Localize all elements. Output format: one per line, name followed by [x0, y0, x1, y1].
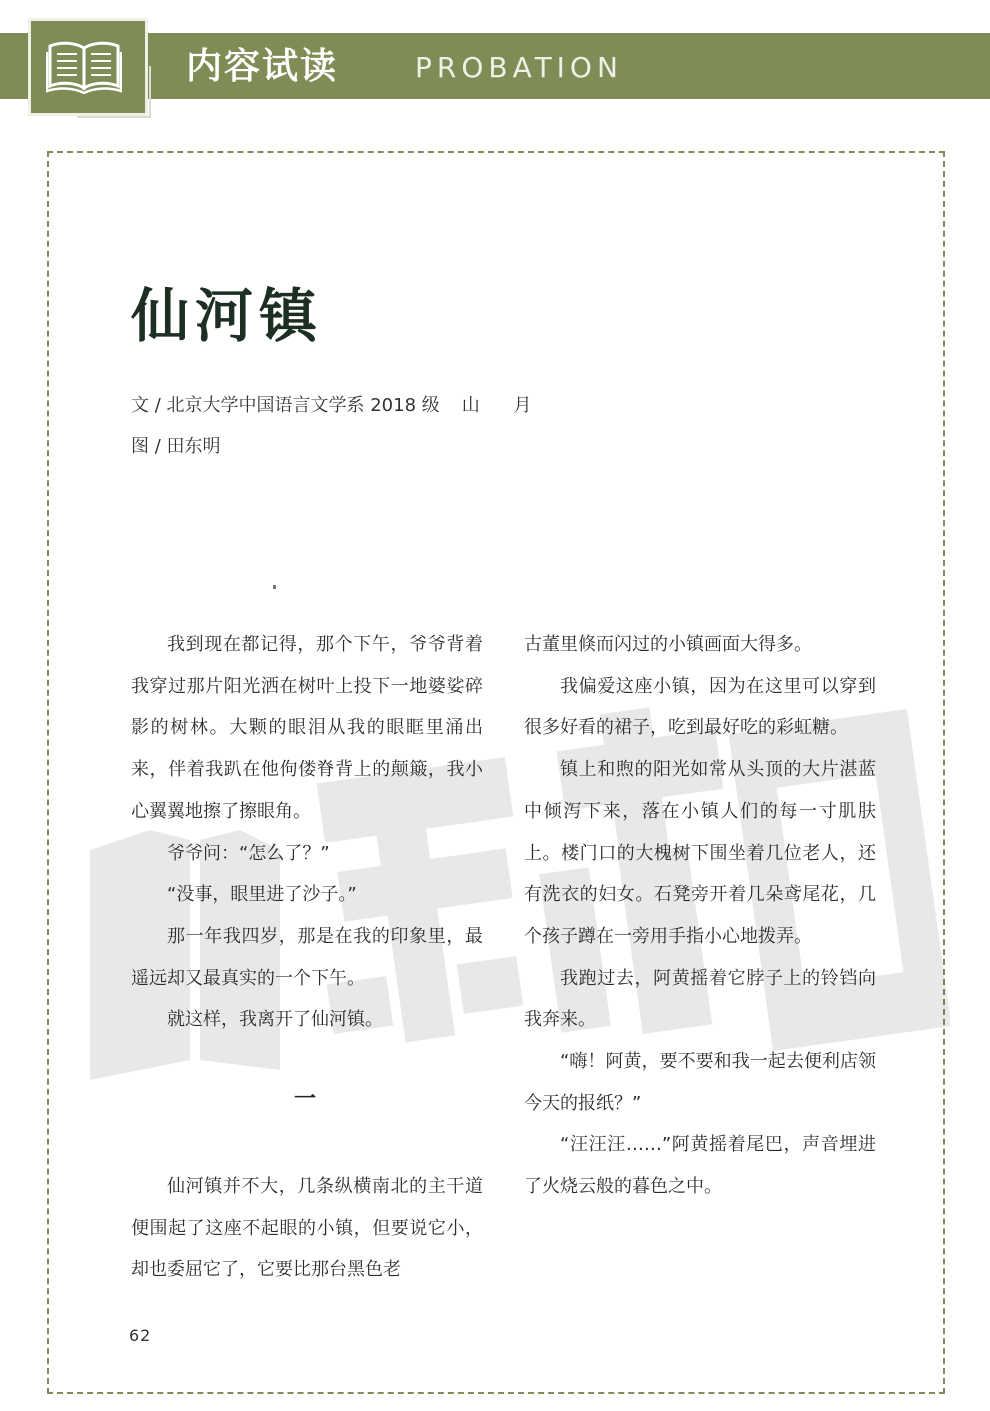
page-number: 62	[129, 1326, 152, 1345]
illustrator-byline: 图 / 田东明	[131, 436, 221, 457]
author-affiliation: 文 / 北京大学中国语言文学系 2018 级	[131, 395, 440, 416]
left-column	[131, 624, 483, 1041]
article-title: 仙河镇	[131, 282, 324, 350]
paragraph: 镇上和煦的阳光如常从头顶的大片湛蓝中倾泻下来，落在小镇人们的每一寸肌肤上。楼门口的大槐树下围坐着几位老人，还有洗衣的妇女。石凳旁开着几朵鸢尾花，几个孩子蹲在一旁用手指小心地拨弄。	[524, 759, 876, 947]
header-subtitle: PROBATION	[415, 51, 623, 84]
paragraph: 我跑过去，阿黄摇着它脖子上的铃铛向我奔来。	[524, 967, 876, 1031]
print-speck	[273, 585, 276, 589]
paragraph: 爷爷问：“怎么了？”	[167, 842, 330, 864]
author-name: 山 月	[461, 395, 546, 416]
paragraph: 那一年我四岁，那是在我的印象里，最遥远却又最真实的一个下午。	[131, 925, 483, 989]
paragraph: 仙河镇并不大，几条纵横南北的主干道便围起了这座不起眼的小镇，但要说它小，却也委屈它了，它要比那台黑色老	[131, 1176, 483, 1281]
paragraph: 我到现在都记得，那个下午，爷爷背着我穿过那片阳光洒在树叶上投下一地婆娑碎影的树林。大颗的眼泪从我的眼眶里涌出来，伴着我趴在他佝偻脊背上的颠簸，我小心翼翼地擦了擦眼角。	[131, 634, 483, 822]
author-byline	[131, 391, 546, 421]
paragraph: “嗨！阿黄，要不要和我一起去便利店领今天的报纸？”	[524, 1051, 876, 1114]
section-marker: 一	[294, 1087, 317, 1112]
header-title: 内容试读	[186, 46, 339, 87]
open-book-icon	[46, 38, 122, 94]
paragraph: 就这样，我离开了仙河镇。	[167, 1009, 383, 1031]
paragraph-continuation: 古董里倏而闪过的小镇画面大得多。	[524, 634, 812, 655]
left-column-section-one	[131, 1166, 483, 1291]
paragraph: “汪汪汪……”阿黄摇着尾巴，声音埋进了火烧云般的暮色之中。	[524, 1134, 876, 1198]
paragraph: “没事，眼里进了沙子。”	[167, 884, 357, 906]
paragraph: 我偏爱这座小镇，因为在这里可以穿到很多好看的裙子，吃到最好吃的彩虹糖。	[524, 675, 876, 739]
right-column	[524, 624, 876, 1208]
